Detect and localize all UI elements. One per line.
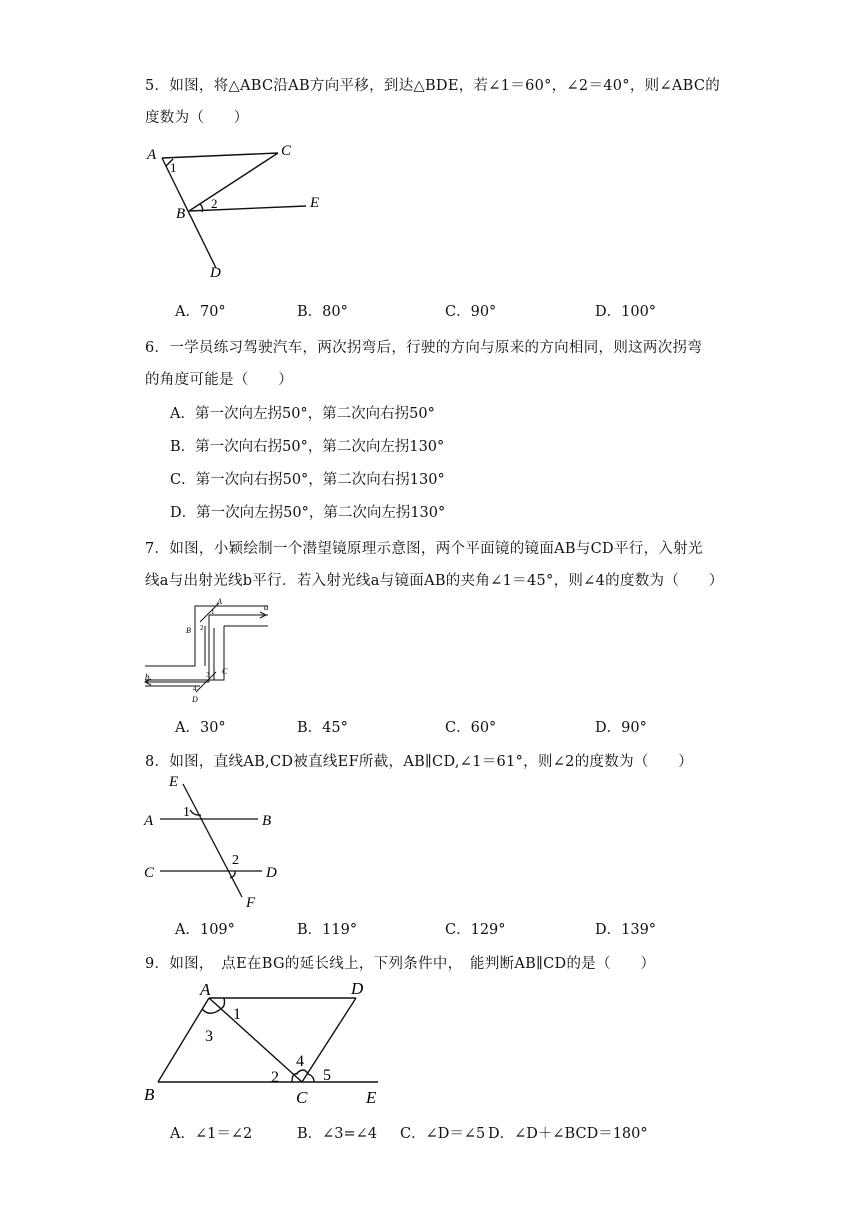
q9-label-B: B xyxy=(144,1085,155,1104)
q7-label-4: 4 xyxy=(193,685,197,693)
q5-label-2: 2 xyxy=(211,196,218,211)
q6-option-d[interactable]: D．第一次向左拐50°，第二次向左拐130° xyxy=(170,505,446,521)
q9-stem-line1: 9．如图， 点E在BG的延长线上，下列条件中， 能判断AB∥CD的是（ ） xyxy=(145,956,656,972)
q7-option-b[interactable]: B．45° xyxy=(297,720,348,736)
q8-label-2: 2 xyxy=(232,853,239,868)
q9-label-4: 4 xyxy=(296,1053,304,1070)
q7-label-B: B xyxy=(186,626,191,635)
q7-label-2: 2 xyxy=(200,624,204,632)
q7-label-b: b xyxy=(145,672,150,682)
q8-label-E: E xyxy=(169,774,179,790)
q5-option-b[interactable]: B．80° xyxy=(297,304,348,320)
q9-label-1: 1 xyxy=(233,1006,241,1023)
q7-label-3: 3 xyxy=(206,671,210,679)
q5-stem-line2: 度数为（ ） xyxy=(145,110,249,126)
q7-option-d[interactable]: D．90° xyxy=(595,720,647,736)
q8-stem-line1: 8．如图，直线AB,CD被直线EF所截，AB∥CD,∠1＝61°，则∠2的度数为（ ） xyxy=(145,754,694,770)
q7-option-c[interactable]: C．60° xyxy=(445,720,497,736)
q5-figure xyxy=(140,140,340,285)
q7-option-a[interactable]: A．30° xyxy=(175,720,226,736)
q9-label-C: C xyxy=(296,1088,308,1107)
q9-label-3: 3 xyxy=(205,1028,213,1045)
q8-option-c[interactable]: C．129° xyxy=(445,922,506,938)
q8-figure xyxy=(140,772,290,910)
q8-option-b[interactable]: B．119° xyxy=(297,922,358,938)
q5-option-c[interactable]: C．90° xyxy=(445,304,497,320)
q9-label-2: 2 xyxy=(271,1069,279,1086)
q5-option-d[interactable]: D．100° xyxy=(595,304,657,320)
q9-option-a[interactable]: A．∠1＝∠2 xyxy=(170,1126,253,1142)
q7-label-1: 1 xyxy=(211,608,215,616)
q5-label-D: D xyxy=(210,265,221,281)
q8-option-a[interactable]: A．109° xyxy=(175,922,235,938)
q8-label-D: D xyxy=(266,865,277,881)
q8-label-A: A xyxy=(144,813,154,829)
q9-label-A: A xyxy=(200,980,211,999)
q7-stem-line2: 线a与出射光线b平行．若入射光线a与镜面AB的夹角∠1＝45°，则∠4的度数为（ ） xyxy=(145,573,724,589)
q9-label-E: E xyxy=(366,1088,377,1107)
q5-label-C: C xyxy=(281,143,292,159)
q8-option-d[interactable]: D．139° xyxy=(595,922,657,938)
q9-option-c[interactable]: C．∠D＝∠5 xyxy=(400,1126,486,1142)
q6-stem-line2: 的角度可能是（ ） xyxy=(145,372,293,388)
q5-label-E: E xyxy=(310,195,320,211)
q7-label-a: a xyxy=(264,602,269,612)
q6-stem-line1: 6．一学员练习驾驶汽车，两次拐弯后，行驶的方向与原来的方向相同，则这两次拐弯 xyxy=(145,340,703,356)
q7-label-D: D xyxy=(192,695,198,704)
q9-option-d[interactable]: D．∠D＋∠BCD＝180° xyxy=(488,1126,648,1142)
q8-label-1: 1 xyxy=(183,805,190,820)
q5-stem-line1: 5．如图，将△ABC沿AB方向平移，到达△BDE，若∠1＝60°，∠2＝40°，则∠ABC的 xyxy=(145,78,721,94)
q9-label-5: 5 xyxy=(323,1067,331,1084)
q8-label-B: B xyxy=(262,813,272,829)
q8-label-C: C xyxy=(144,865,155,881)
q9-label-D: D xyxy=(351,979,364,998)
q5-label-1: 1 xyxy=(170,160,177,175)
q7-label-C: C xyxy=(222,667,228,676)
q8-label-F: F xyxy=(246,895,256,911)
q6-option-a[interactable]: A．第一次向左拐50°，第二次向右拐50° xyxy=(170,406,435,422)
q7-label-A: A xyxy=(217,597,222,606)
q9-figure xyxy=(140,978,390,1108)
q5-option-a[interactable]: A．70° xyxy=(175,304,226,320)
q7-figure xyxy=(140,596,280,708)
q5-label-A: A xyxy=(147,147,157,163)
q6-option-c[interactable]: C．第一次向右拐50°，第二次向右拐130° xyxy=(170,472,445,488)
q7-stem-line1: 7．如图，小颖绘制一个潜望镜原理示意图，两个平面镜的镜面AB与CD平行，入射光 xyxy=(145,541,703,557)
q6-option-b[interactable]: B．第一次向右拐50°，第二次向左拐130° xyxy=(170,439,445,455)
q5-label-B: B xyxy=(176,206,186,222)
q9-option-b[interactable]: B．∠3=∠4 xyxy=(297,1126,378,1142)
